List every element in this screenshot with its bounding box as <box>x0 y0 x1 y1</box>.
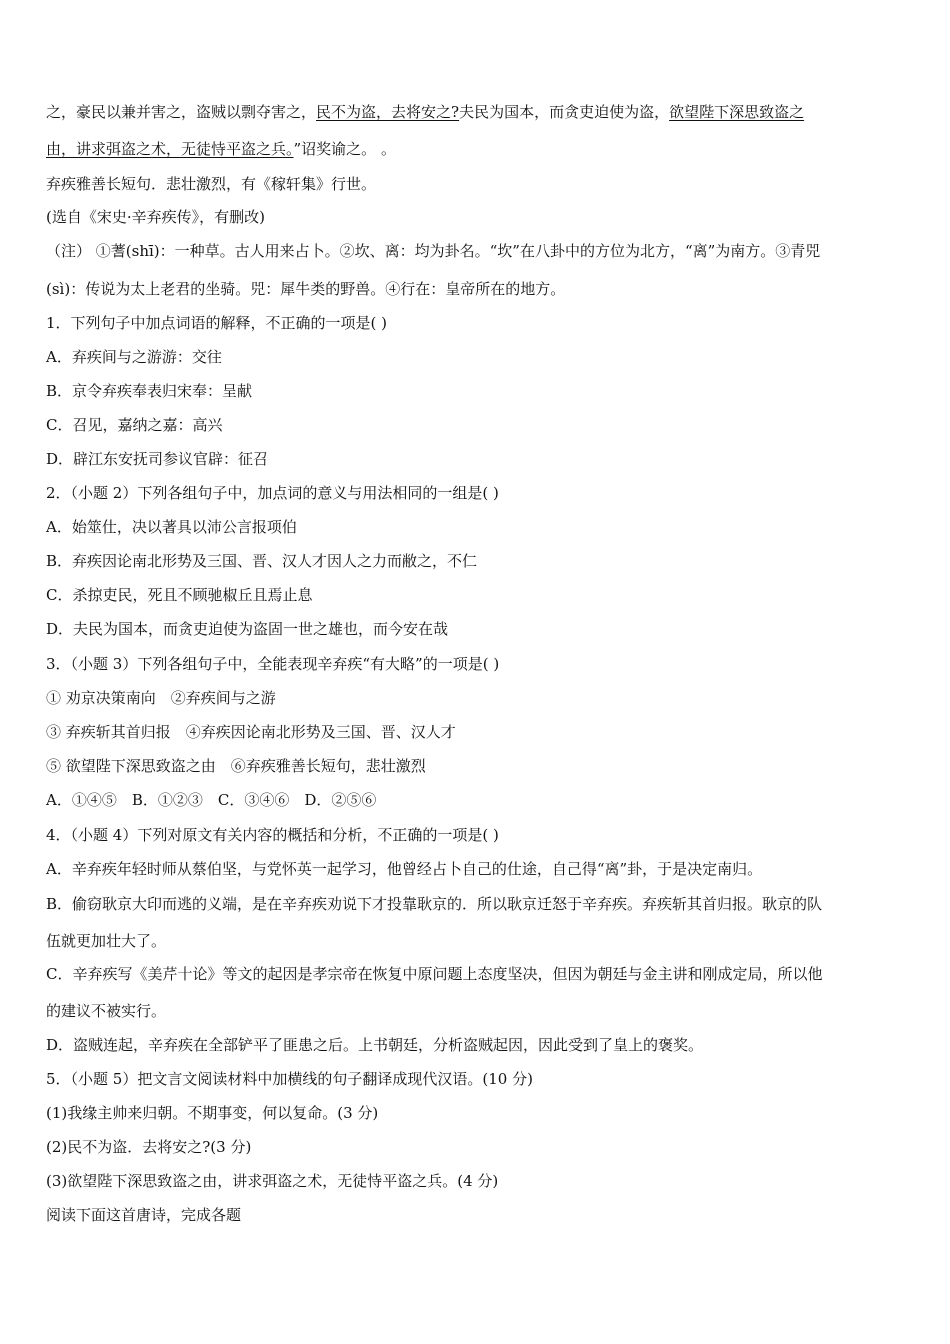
question-4-option-b: B．偷窃耿京大印而逃的义端，是在辛弃疾劝说下才投靠耿京的．所以耿京迁怒于辛弃疾。弃疾斩其首归报。耿京的队 <box>46 895 823 913</box>
question-3-item: ③ 弃疾斩其首归报 ④弃疾因论南北形势及三国、晋、汉人才 <box>46 723 456 741</box>
question-4-option-b-cont: 伍就更加壮大了。 <box>46 932 167 950</box>
annotation-line-2: (sì)：传说为太上老君的坐骑。兕：犀牛类的野兽。④行在：皇帝所在的地方。 <box>46 280 566 298</box>
question-4-option-c: C．辛弃疾写《美芹十论》等文的起因是孝宗帝在恢复中原问题上态度坚决，但因为朝廷与金主讲和刚成定局，所以他 <box>46 965 823 983</box>
question-3-item: ⑤ 欲望陛下深思致盗之由 ⑥弃疾雅善长短句，悲壮激烈 <box>46 757 426 775</box>
question-1-option-a: A．弃疾间与之游游：交往 <box>46 348 222 366</box>
question-4-option-d: D．盗贼连起，辛弃疾在全部铲平了匪患之后。上书朝廷，分析盗贼起因，因此受到了皇上的褒奖。 <box>46 1036 704 1054</box>
question-1-option-d: D．辟江东安抚司参议官辟：征召 <box>46 450 269 468</box>
question-1-option-c: C．召见，嘉纳之嘉：高兴 <box>46 416 223 434</box>
question-3-stem: 3．（小题 3）下列各组句子中，全能表现辛弃疾“有大略”的一项是( ) <box>46 655 500 673</box>
question-3-options: A．①④⑤ B．①②③ C．③④⑥ D．②⑤⑥ <box>46 791 377 809</box>
passage-text: 夫民为国本，而贪吏迫使为盗， <box>459 103 670 121</box>
question-3-item: ① 劝京决策南向 ②弃疾间与之游 <box>46 689 276 707</box>
passage-line-1 <box>46 102 804 122</box>
passage-text: ”诏奖谕之。 。 <box>293 140 396 158</box>
question-2-option-b: B．弃疾因论南北形势及三国、晋、汉人才因人之力而敝之，不仁 <box>46 552 478 570</box>
next-section-heading: 阅读下面这首唐诗，完成各题 <box>46 1206 242 1224</box>
question-5-stem: 5．（小题 5）把文言文阅读材料中加横线的句子翻译成现代汉语。(10 分) <box>46 1070 533 1088</box>
question-5-item-3: (3)欲望陛下深思致盗之由，讲求弭盗之术，无徒恃平盗之兵。(4 分) <box>46 1172 499 1190</box>
question-2-stem: 2．（小题 2）下列各组句子中，加点词的意义与用法相同的一组是( ) <box>46 484 499 502</box>
passage-line-3: 弃疾雅善长短句．悲壮激烈，有《稼轩集》行世。 <box>46 175 377 193</box>
question-4-stem: 4．（小题 4）下列对原文有关内容的概括和分析，不正确的一项是( ) <box>46 826 499 844</box>
question-2-option-d: D．夫民为国本，而贪吏迫使为盗固一世之雄也，而今安在哉 <box>46 620 449 638</box>
underlined-sentence: 民不为盗，去将安之? <box>316 103 460 121</box>
question-5-item-2: (2)民不为盗．去将安之?(3 分) <box>46 1138 252 1156</box>
question-1-option-b: B．京令弃疾奉表归宋奉：呈献 <box>46 382 253 400</box>
question-1-stem: 1．下列句子中加点词语的解释，不正确的一项是( ) <box>46 314 388 332</box>
underlined-sentence: 欲望陛下深思致盗之 <box>669 103 805 121</box>
passage-text: 之，豪民以兼并害之，盗贼以剽夺害之， <box>46 103 317 121</box>
underlined-sentence: 由，讲求弭盗之术，无徒恃平盗之兵。 <box>46 140 294 158</box>
question-4-option-a: A．辛弃疾年轻时师从蔡伯坚，与党怀英一起学习，他曾经占卜自己的仕途，自己得“离”卦，于是决定南归。 <box>46 860 763 878</box>
passage-line-2 <box>46 139 396 159</box>
question-5-item-1: (1)我缘主帅来归朝。不期事变，何以复命。(3 分) <box>46 1104 379 1122</box>
question-2-option-a: A．始筮仕，决以著具以沛公言报项伯 <box>46 518 297 536</box>
question-4-option-c-cont: 的建议不被实行。 <box>46 1002 167 1020</box>
passage-source: (选自《宋史·辛弃疾传》，有删改) <box>46 208 265 226</box>
question-2-option-c: C．杀掠吏民，死且不顾驰椒丘且焉止息 <box>46 586 313 604</box>
annotation-line-1: （注） ①蓍(shī)：一种草。古人用来占卜。②坎、离：均为卦名。“坎”在八卦中的方位为北方，“离”为南方。③青兕 <box>46 242 821 260</box>
